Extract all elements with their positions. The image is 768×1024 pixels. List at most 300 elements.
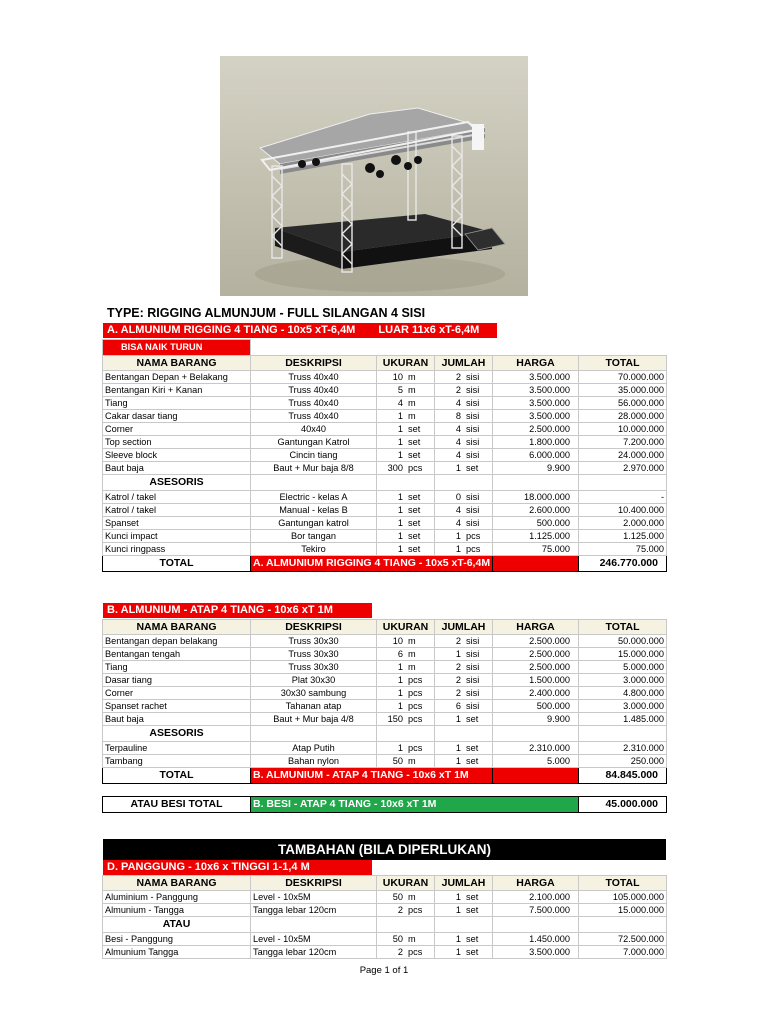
size-value: 1	[397, 675, 403, 685]
qty-unit: sisi	[466, 675, 480, 685]
size-unit: set	[408, 492, 421, 502]
size-unit: m	[408, 662, 416, 672]
qty-unit: sisi	[466, 662, 480, 672]
table-row	[103, 687, 667, 700]
item-total: 50.000.000	[579, 635, 667, 648]
qty-unit: sisi	[466, 649, 480, 659]
item-total: 15.000.000	[579, 904, 667, 917]
item-price: 9.900	[493, 713, 579, 726]
tambahan-title: TAMBAHAN (BILA DIPERLUKAN)	[103, 839, 666, 860]
item-total: 5.000.000	[579, 661, 667, 674]
column-header: UKURAN	[377, 620, 435, 635]
table-row	[103, 462, 667, 475]
qty-unit: sisi	[466, 450, 480, 460]
item-description: Tangga lebar 120cm	[251, 904, 377, 917]
section-a-bar	[103, 323, 497, 338]
item-qty	[435, 661, 493, 674]
size-value: 10	[392, 636, 403, 646]
item-name: Katrol / takel	[103, 491, 251, 504]
qty-value: 1	[455, 756, 461, 766]
qty-unit: pcs	[466, 531, 481, 541]
item-price: 9.900	[493, 462, 579, 475]
item-size	[377, 904, 435, 917]
qty-value: 4	[455, 424, 461, 434]
item-price: 18.000.000	[493, 491, 579, 504]
column-header: DESKRIPSI	[251, 620, 377, 635]
item-qty	[435, 491, 493, 504]
qty-unit: sisi	[466, 505, 480, 515]
item-total: 2.000.000	[579, 517, 667, 530]
qty-unit: pcs	[466, 544, 481, 554]
section-d-table	[102, 875, 667, 959]
item-description: Truss 40x40	[251, 384, 377, 397]
item-description: Truss 30x30	[251, 635, 377, 648]
size-value: 1	[397, 424, 403, 434]
column-header: NAMA BARANG	[103, 620, 251, 635]
item-qty	[435, 384, 493, 397]
size-unit: m	[408, 385, 416, 395]
section-d-rows-2	[103, 933, 667, 959]
table-row	[103, 384, 667, 397]
size-value: 1	[397, 688, 403, 698]
item-size	[377, 755, 435, 768]
item-price: 3.500.000	[493, 384, 579, 397]
qty-unit: sisi	[466, 385, 480, 395]
item-total: 4.800.000	[579, 687, 667, 700]
item-description: 40x40	[251, 423, 377, 436]
item-total: 70.000.000	[579, 371, 667, 384]
column-header: TOTAL	[579, 876, 667, 891]
column-header: DESKRIPSI	[251, 356, 377, 371]
item-name: Baut baja	[103, 462, 251, 475]
item-price: 7.500.000	[493, 904, 579, 917]
item-price: 2.500.000	[493, 661, 579, 674]
size-unit: set	[408, 437, 421, 447]
item-price: 2.400.000	[493, 687, 579, 700]
besi-total-desc: B. BESI - ATAP 4 TIANG - 10x6 xT 1M	[251, 797, 579, 813]
item-total: 7.200.000	[579, 436, 667, 449]
qty-unit: set	[466, 934, 479, 944]
qty-value: 2	[455, 688, 461, 698]
item-qty	[435, 635, 493, 648]
item-size	[377, 491, 435, 504]
item-total: 1.485.000	[579, 713, 667, 726]
section-b-total-value: 84.845.000	[579, 768, 667, 784]
size-unit: pcs	[408, 701, 423, 711]
qty-value: 1	[455, 714, 461, 724]
item-price: 6.000.000	[493, 449, 579, 462]
item-price: 3.500.000	[493, 397, 579, 410]
table-row	[103, 543, 667, 556]
item-name: Corner	[103, 423, 251, 436]
size-unit: pcs	[408, 714, 423, 724]
size-value: 2	[397, 947, 403, 957]
table-row	[103, 713, 667, 726]
item-description: Manual - kelas B	[251, 504, 377, 517]
item-price: 500.000	[493, 517, 579, 530]
item-price: 2.100.000	[493, 891, 579, 904]
item-name: Aluminium - Panggung	[103, 891, 251, 904]
item-total: 35.000.000	[579, 384, 667, 397]
item-qty	[435, 933, 493, 946]
item-total: 75.000	[579, 543, 667, 556]
item-name: Tiang	[103, 661, 251, 674]
item-qty	[435, 713, 493, 726]
table-row	[103, 674, 667, 687]
besi-total-label: ATAU BESI TOTAL	[103, 797, 251, 813]
item-name: Tambang	[103, 755, 251, 768]
size-unit: m	[408, 892, 416, 902]
section-b-bar	[103, 603, 372, 618]
qty-value: 4	[455, 505, 461, 515]
item-qty	[435, 530, 493, 543]
qty-value: 1	[455, 934, 461, 944]
qty-value: 1	[455, 947, 461, 957]
section-b-total-label: TOTAL	[103, 768, 251, 784]
item-size	[377, 674, 435, 687]
size-unit: pcs	[408, 905, 423, 915]
item-price: 2.500.000	[493, 648, 579, 661]
item-description: Tahanan atap	[251, 700, 377, 713]
table-row	[103, 755, 667, 768]
item-qty	[435, 436, 493, 449]
item-qty	[435, 648, 493, 661]
qty-value: 4	[455, 437, 461, 447]
section-b-rows	[103, 620, 667, 726]
item-description: Truss 30x30	[251, 648, 377, 661]
table-header-row	[103, 356, 667, 371]
item-description: Tangga lebar 120cm	[251, 946, 377, 959]
table-row	[103, 449, 667, 462]
item-size	[377, 700, 435, 713]
size-unit: m	[408, 636, 416, 646]
section-a-asesoris-rows	[103, 491, 667, 556]
item-description: Truss 40x40	[251, 410, 377, 423]
besi-total-value: 45.000.000	[579, 797, 667, 813]
section-b-total-row	[103, 768, 667, 784]
section-a-table	[102, 339, 667, 572]
item-qty	[435, 674, 493, 687]
item-qty	[435, 462, 493, 475]
size-value: 1	[397, 544, 403, 554]
qty-value: 0	[455, 492, 461, 502]
size-unit: pcs	[408, 947, 423, 957]
table-row	[103, 700, 667, 713]
item-total: 15.000.000	[579, 648, 667, 661]
item-name: Bentangan Depan + Belakang	[103, 371, 251, 384]
section-a-rows	[103, 356, 667, 475]
table-row	[103, 530, 667, 543]
qty-value: 1	[455, 905, 461, 915]
column-header: UKURAN	[377, 356, 435, 371]
qty-unit: set	[466, 947, 479, 957]
item-name: Spanset rachet	[103, 700, 251, 713]
size-unit: set	[408, 531, 421, 541]
size-value: 50	[392, 892, 403, 902]
size-unit: set	[408, 505, 421, 515]
item-qty	[435, 891, 493, 904]
item-size	[377, 504, 435, 517]
item-total: -	[579, 491, 667, 504]
column-header: NAMA BARANG	[103, 356, 251, 371]
item-name: Dasar tiang	[103, 674, 251, 687]
qty-unit: set	[466, 905, 479, 915]
column-header: HARGA	[493, 876, 579, 891]
section-a-label: A. ALMUNIUM RIGGING 4 TIANG - 10x5 xT-6,4M	[107, 324, 356, 336]
item-qty	[435, 371, 493, 384]
size-unit: pcs	[408, 743, 423, 753]
item-price: 3.500.000	[493, 371, 579, 384]
item-name: Bentangan tengah	[103, 648, 251, 661]
size-value: 1	[397, 437, 403, 447]
item-qty	[435, 517, 493, 530]
section-a-sub-label: BISA NAIK TURUN	[103, 340, 251, 356]
item-qty	[435, 904, 493, 917]
qty-value: 1	[455, 544, 461, 554]
item-description: 30x30 sambung	[251, 687, 377, 700]
item-size	[377, 933, 435, 946]
item-description: Baut + Mur baja 4/8	[251, 713, 377, 726]
table-row	[103, 397, 667, 410]
size-value: 1	[397, 411, 403, 421]
column-header: TOTAL	[579, 620, 667, 635]
item-size	[377, 661, 435, 674]
section-a-total-label: TOTAL	[103, 556, 251, 572]
column-header: TOTAL	[579, 356, 667, 371]
item-description: Truss 30x30	[251, 661, 377, 674]
item-size	[377, 462, 435, 475]
item-size	[377, 371, 435, 384]
qty-unit: sisi	[466, 518, 480, 528]
size-value: 1	[397, 701, 403, 711]
section-d-label: D. PANGGUNG - 10x6 x TINGGI 1-1,4 M	[107, 861, 310, 873]
table-header-row	[103, 620, 667, 635]
item-price: 500.000	[493, 700, 579, 713]
item-price: 75.000	[493, 543, 579, 556]
document-title: TYPE: RIGGING ALMUNJUM - FULL SILANGAN 4 SISI	[107, 306, 426, 320]
size-value: 150	[387, 714, 403, 724]
item-size	[377, 384, 435, 397]
section-d-rows	[103, 876, 667, 917]
size-value: 1	[397, 450, 403, 460]
item-total: 1.125.000	[579, 530, 667, 543]
item-price: 2.310.000	[493, 742, 579, 755]
size-value: 5	[397, 385, 403, 395]
qty-unit: set	[466, 892, 479, 902]
size-value: 50	[392, 934, 403, 944]
qty-unit: sisi	[466, 437, 480, 447]
qty-unit: set	[466, 463, 479, 473]
item-qty	[435, 423, 493, 436]
item-description: Tekiro	[251, 543, 377, 556]
size-value: 1	[397, 518, 403, 528]
item-name: Bentangan Kiri + Kanan	[103, 384, 251, 397]
section-b-total-desc: B. ALMUNIUM - ATAP 4 TIANG - 10x6 xT 1M	[251, 768, 493, 784]
section-d-atau-label: ATAU	[103, 917, 251, 933]
size-value: 300	[387, 463, 403, 473]
size-unit: m	[408, 649, 416, 659]
item-total: 10.000.000	[579, 423, 667, 436]
besi-total-table	[102, 796, 667, 813]
table-row	[103, 891, 667, 904]
item-total: 28.000.000	[579, 410, 667, 423]
qty-value: 2	[455, 372, 461, 382]
item-description: Bahan nylon	[251, 755, 377, 768]
qty-value: 1	[455, 892, 461, 902]
qty-value: 1	[455, 743, 461, 753]
qty-unit: sisi	[466, 411, 480, 421]
qty-value: 2	[455, 662, 461, 672]
column-header: HARGA	[493, 356, 579, 371]
item-size	[377, 635, 435, 648]
item-name: Terpauline	[103, 742, 251, 755]
item-price: 1.800.000	[493, 436, 579, 449]
qty-unit: sisi	[466, 636, 480, 646]
stage-rigging-image	[220, 56, 528, 296]
qty-value: 4	[455, 450, 461, 460]
item-name: Spanset	[103, 517, 251, 530]
table-header-row	[103, 876, 667, 891]
qty-unit: sisi	[466, 492, 480, 502]
size-unit: m	[408, 411, 416, 421]
item-price: 3.500.000	[493, 410, 579, 423]
size-unit: set	[408, 450, 421, 460]
item-total: 3.000.000	[579, 674, 667, 687]
item-qty	[435, 449, 493, 462]
table-row	[103, 946, 667, 959]
item-name: Cakar dasar tiang	[103, 410, 251, 423]
item-qty	[435, 755, 493, 768]
table-row	[103, 504, 667, 517]
item-description: Truss 40x40	[251, 371, 377, 384]
table-row	[103, 635, 667, 648]
size-value: 2	[397, 905, 403, 915]
item-price: 2.500.000	[493, 635, 579, 648]
item-size	[377, 543, 435, 556]
item-qty	[435, 410, 493, 423]
table-row	[103, 371, 667, 384]
size-value: 1	[397, 492, 403, 502]
item-price: 3.500.000	[493, 946, 579, 959]
size-unit: set	[408, 518, 421, 528]
table-row	[103, 904, 667, 917]
size-unit: m	[408, 398, 416, 408]
section-b-asesoris-label: ASESORIS	[103, 726, 251, 742]
table-row	[103, 742, 667, 755]
size-value: 1	[397, 743, 403, 753]
item-size	[377, 891, 435, 904]
item-size	[377, 449, 435, 462]
item-size	[377, 687, 435, 700]
section-a-total-desc: A. ALMUNIUM RIGGING 4 TIANG - 10x5 xT-6,4M	[251, 556, 493, 572]
size-value: 4	[397, 398, 403, 408]
item-total: 250.000	[579, 755, 667, 768]
section-b-table	[102, 619, 667, 784]
table-row	[103, 648, 667, 661]
section-a-asesoris-label: ASESORIS	[103, 475, 251, 491]
item-price: 1.125.000	[493, 530, 579, 543]
item-price: 2.600.000	[493, 504, 579, 517]
item-name: Corner	[103, 687, 251, 700]
size-value: 10	[392, 372, 403, 382]
qty-unit: set	[466, 714, 479, 724]
item-qty	[435, 504, 493, 517]
size-unit: m	[408, 372, 416, 382]
qty-value: 1	[455, 531, 461, 541]
item-name: Almunium Tangga	[103, 946, 251, 959]
page-number: Page 1 of 1	[359, 965, 409, 976]
item-total: 24.000.000	[579, 449, 667, 462]
item-name: Kunci ringpass	[103, 543, 251, 556]
column-header: JUMLAH	[435, 876, 493, 891]
table-row	[103, 491, 667, 504]
qty-value: 4	[455, 518, 461, 528]
qty-value: 6	[455, 701, 461, 711]
section-b-asesoris-rows	[103, 742, 667, 768]
qty-value: 2	[455, 385, 461, 395]
column-header: NAMA BARANG	[103, 876, 251, 891]
size-value: 1	[397, 531, 403, 541]
item-description: Truss 40x40	[251, 397, 377, 410]
item-size	[377, 742, 435, 755]
section-a-total-row	[103, 556, 667, 572]
item-description: Atap Putih	[251, 742, 377, 755]
size-unit: set	[408, 544, 421, 554]
item-description: Level - 10x5M	[251, 891, 377, 904]
qty-unit: set	[466, 756, 479, 766]
item-name: Tiang	[103, 397, 251, 410]
item-size	[377, 423, 435, 436]
item-price: 1.500.000	[493, 674, 579, 687]
table-row	[103, 423, 667, 436]
item-size	[377, 397, 435, 410]
column-header: HARGA	[493, 620, 579, 635]
besi-total-row	[103, 797, 667, 813]
item-name: Sleeve block	[103, 449, 251, 462]
qty-unit: sisi	[466, 688, 480, 698]
qty-value: 1	[455, 463, 461, 473]
table-row	[103, 436, 667, 449]
item-size	[377, 410, 435, 423]
item-total: 7.000.000	[579, 946, 667, 959]
item-size	[377, 713, 435, 726]
section-d-bar	[103, 860, 372, 875]
qty-value: 2	[455, 675, 461, 685]
item-description: Cincin tiang	[251, 449, 377, 462]
item-description: Gantungan katrol	[251, 517, 377, 530]
item-name: Katrol / takel	[103, 504, 251, 517]
item-description: Baut + Mur baja 8/8	[251, 462, 377, 475]
item-total: 72.500.000	[579, 933, 667, 946]
column-header: DESKRIPSI	[251, 876, 377, 891]
column-header: JUMLAH	[435, 620, 493, 635]
item-price: 5.000	[493, 755, 579, 768]
item-price: 2.500.000	[493, 423, 579, 436]
size-unit: m	[408, 934, 416, 944]
size-unit: pcs	[408, 688, 423, 698]
item-name: Kunci impact	[103, 530, 251, 543]
item-qty	[435, 687, 493, 700]
item-name: Besi - Panggung	[103, 933, 251, 946]
item-total: 56.000.000	[579, 397, 667, 410]
qty-unit: sisi	[466, 398, 480, 408]
section-a-extra-label: LUAR 11x6 xT-6,4M	[378, 324, 480, 336]
item-total: 3.000.000	[579, 700, 667, 713]
qty-unit: sisi	[466, 701, 480, 711]
size-unit: pcs	[408, 675, 423, 685]
qty-unit: set	[466, 743, 479, 753]
item-qty	[435, 700, 493, 713]
